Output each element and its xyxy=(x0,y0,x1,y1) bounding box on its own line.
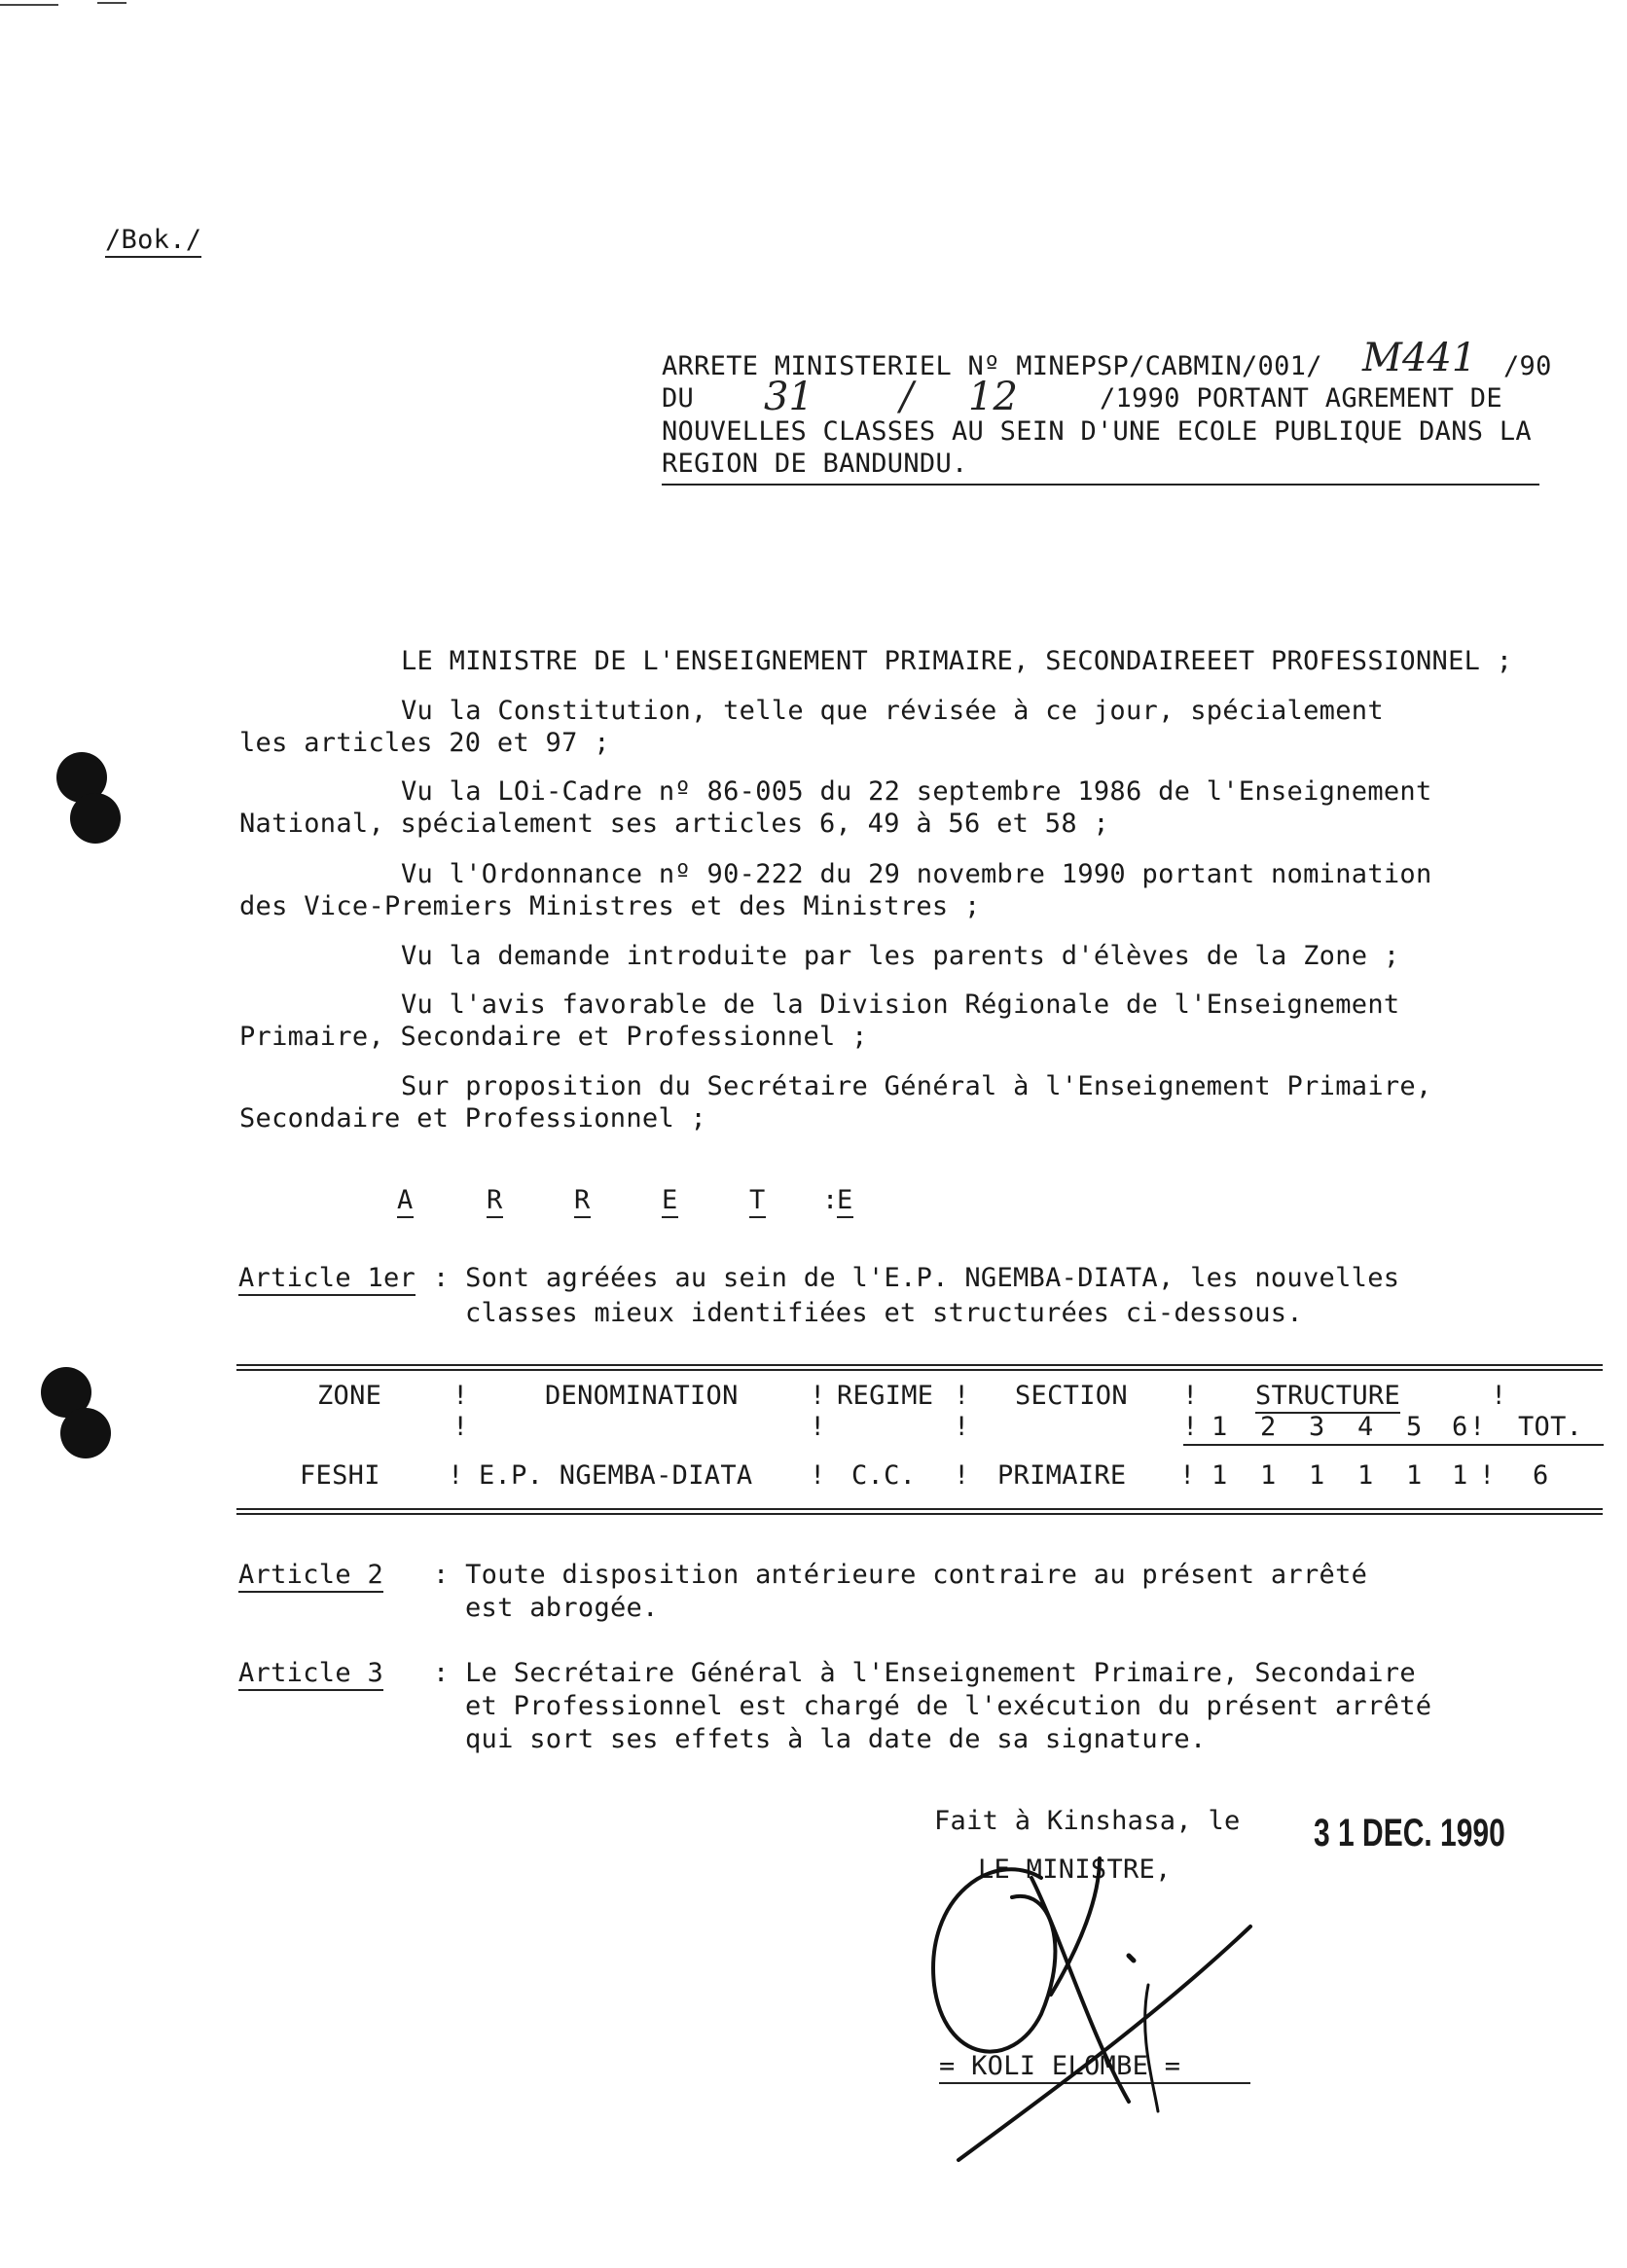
article-2-label: Article 2 xyxy=(238,1559,383,1593)
col-separator: ! xyxy=(452,1412,469,1442)
minister-title: LE MINISTRE, xyxy=(978,1854,1172,1885)
cell-total: 6 xyxy=(1533,1460,1549,1491)
header-line2-rest: /1990 PORTANT AGREMENT DE xyxy=(1100,383,1502,414)
header-line3: NOUVELLES CLASSES AU SEIN D'UNE ECOLE PUBLIQUE DANS LA xyxy=(662,416,1532,447)
col-header-regime: REGIME xyxy=(837,1381,934,1411)
handwritten-signature xyxy=(905,1839,1275,2170)
article-2-text: : Toute disposition antérieure contraire au présent arrêté xyxy=(433,1560,1368,1590)
cell-class: 1 xyxy=(1452,1460,1468,1491)
arrete-letter: A xyxy=(397,1184,414,1218)
header-line4: REGION DE BANDUNDU. xyxy=(662,449,968,479)
handwritten-sep: / xyxy=(900,375,914,419)
class-header: 5 xyxy=(1406,1412,1423,1442)
header-bottom-rule xyxy=(1183,1444,1604,1446)
col-separator: ! xyxy=(954,1412,970,1442)
article-3-label: Article 3 xyxy=(238,1657,383,1691)
vu-loi-cadre-cont: National, spécialement ses articles 6, 49 à 56 et 58 ; xyxy=(239,809,1109,839)
cell-class: 1 xyxy=(1260,1460,1277,1491)
table-top-rule-2 xyxy=(236,1369,1603,1371)
article-3-text: : Le Secrétaire Général à l'Enseignement Primaire, Secondaire xyxy=(433,1658,1416,1688)
punch-hole xyxy=(70,793,121,844)
minister-line: LE MINISTRE DE L'ENSEIGNEMENT PRIMAIRE, SECONDAIREEET PROFESSIONNEL ; xyxy=(401,646,1513,676)
cell-class: 1 xyxy=(1357,1460,1374,1491)
class-header: 3 xyxy=(1309,1412,1325,1442)
col-header-zone: ZONE xyxy=(317,1381,382,1411)
place-line: Fait à Kinshasa, le xyxy=(934,1806,1241,1836)
sur-proposition: Sur proposition du Secrétaire Général à l'Enseignement Primaire, xyxy=(401,1071,1432,1101)
table-top-rule xyxy=(236,1364,1603,1366)
table-bottom-rule-2 xyxy=(236,1513,1603,1515)
vu-constitution: Vu la Constitution, telle que révisée à ce jour, spécialement xyxy=(401,696,1384,726)
cell-class: 1 xyxy=(1309,1460,1325,1491)
class-header: 6 xyxy=(1452,1412,1468,1442)
article-3-text-cont: et Professionnel est chargé de l'exécution du présent arrêté xyxy=(465,1691,1432,1721)
col-header-section: SECTION xyxy=(1015,1381,1128,1411)
col-separator: ! xyxy=(1179,1460,1196,1491)
col-separator: ! xyxy=(1479,1460,1496,1491)
article-1-text: : Sont agréées au sein de l'E.P. NGEMBA-DIATA, les nouvelles xyxy=(433,1263,1400,1293)
col-separator: ! xyxy=(448,1460,464,1491)
cell-section: PRIMAIRE xyxy=(997,1460,1127,1491)
handwritten-month: 12 xyxy=(968,375,1018,419)
arrete-letter: T xyxy=(749,1184,766,1218)
col-separator: ! xyxy=(810,1381,826,1411)
handwritten-day: 31 xyxy=(764,375,814,419)
handwritten-number: M441 xyxy=(1362,336,1477,380)
scan-speck xyxy=(0,4,58,6)
col-separator: ! xyxy=(1469,1412,1486,1442)
header-line1: ARRETE MINISTERIEL Nº MINEPSP/CABMIN/001/ xyxy=(662,351,1322,381)
vu-ordonnance: Vu l'Ordonnance nº 90-222 du 29 novembre 1990 portant nomination xyxy=(401,859,1432,889)
col-separator: ! xyxy=(810,1460,826,1491)
vu-demande: Vu la demande introduite par les parents d'élèves de la Zone ; xyxy=(401,941,1400,971)
article-3-text-cont-2: qui sort ses effets à la date de sa signature. xyxy=(465,1724,1207,1754)
reference-code: /Bok./ xyxy=(105,224,201,258)
col-separator: ! xyxy=(452,1381,469,1411)
sur-proposition-cont: Secondaire et Professionnel ; xyxy=(239,1103,707,1134)
vu-ordonnance-cont: des Vice-Premiers Ministres et des Ministres ; xyxy=(239,891,981,921)
punch-hole xyxy=(60,1408,111,1458)
arrete-letter: E xyxy=(662,1184,678,1218)
header-du: DU xyxy=(662,383,695,414)
col-separator: ! xyxy=(1182,1412,1199,1442)
class-header: 1 xyxy=(1211,1412,1228,1442)
cell-regime: C.C. xyxy=(851,1460,917,1491)
col-separator: ! xyxy=(1182,1381,1199,1411)
cell-class: 1 xyxy=(1406,1460,1423,1491)
vu-loi-cadre: Vu la LOi-Cadre nº 86-005 du 22 septembre 1986 de l'Enseignement xyxy=(401,776,1432,807)
col-separator: ! xyxy=(954,1381,970,1411)
header-underline xyxy=(662,484,1539,486)
vu-constitution-cont: les articles 20 et 97 ; xyxy=(239,728,610,758)
minister-name: = KOLI ELOMBE = xyxy=(939,2051,1181,2081)
vu-avis-cont: Primaire, Secondaire et Professionnel ; xyxy=(239,1022,868,1052)
header-year-suffix: /90 xyxy=(1503,351,1552,381)
article-1-label: Article 1er xyxy=(238,1262,416,1296)
cell-class: 1 xyxy=(1211,1460,1228,1491)
table-bottom-rule xyxy=(236,1508,1603,1510)
col-separator: ! xyxy=(954,1460,970,1491)
col-header-total: TOT. xyxy=(1518,1412,1583,1442)
col-separator: ! xyxy=(1491,1381,1507,1411)
col-header-structure: STRUCTURE xyxy=(1255,1380,1400,1414)
class-header: 2 xyxy=(1260,1412,1277,1442)
arrete-colon: : xyxy=(822,1185,839,1215)
article-1-text-cont: classes mieux identifiées et structurées ci-dessous. xyxy=(465,1298,1303,1328)
cell-zone: FESHI xyxy=(300,1460,380,1491)
class-header: 4 xyxy=(1357,1412,1374,1442)
date-stamp: 3 1 DEC. 1990 xyxy=(1314,1812,1505,1854)
vu-avis: Vu l'avis favorable de la Division Régionale de l'Enseignement xyxy=(401,990,1400,1020)
col-separator: ! xyxy=(810,1412,826,1442)
article-2-text-cont: est abrogée. xyxy=(465,1593,659,1623)
arrete-letter: R xyxy=(487,1184,503,1218)
arrete-letter: R xyxy=(574,1184,591,1218)
col-header-denomination: DENOMINATION xyxy=(545,1381,739,1411)
scan-speck xyxy=(97,2,127,4)
cell-denomination: E.P. NGEMBA-DIATA xyxy=(479,1460,753,1491)
arrete-letter: E xyxy=(837,1184,853,1218)
